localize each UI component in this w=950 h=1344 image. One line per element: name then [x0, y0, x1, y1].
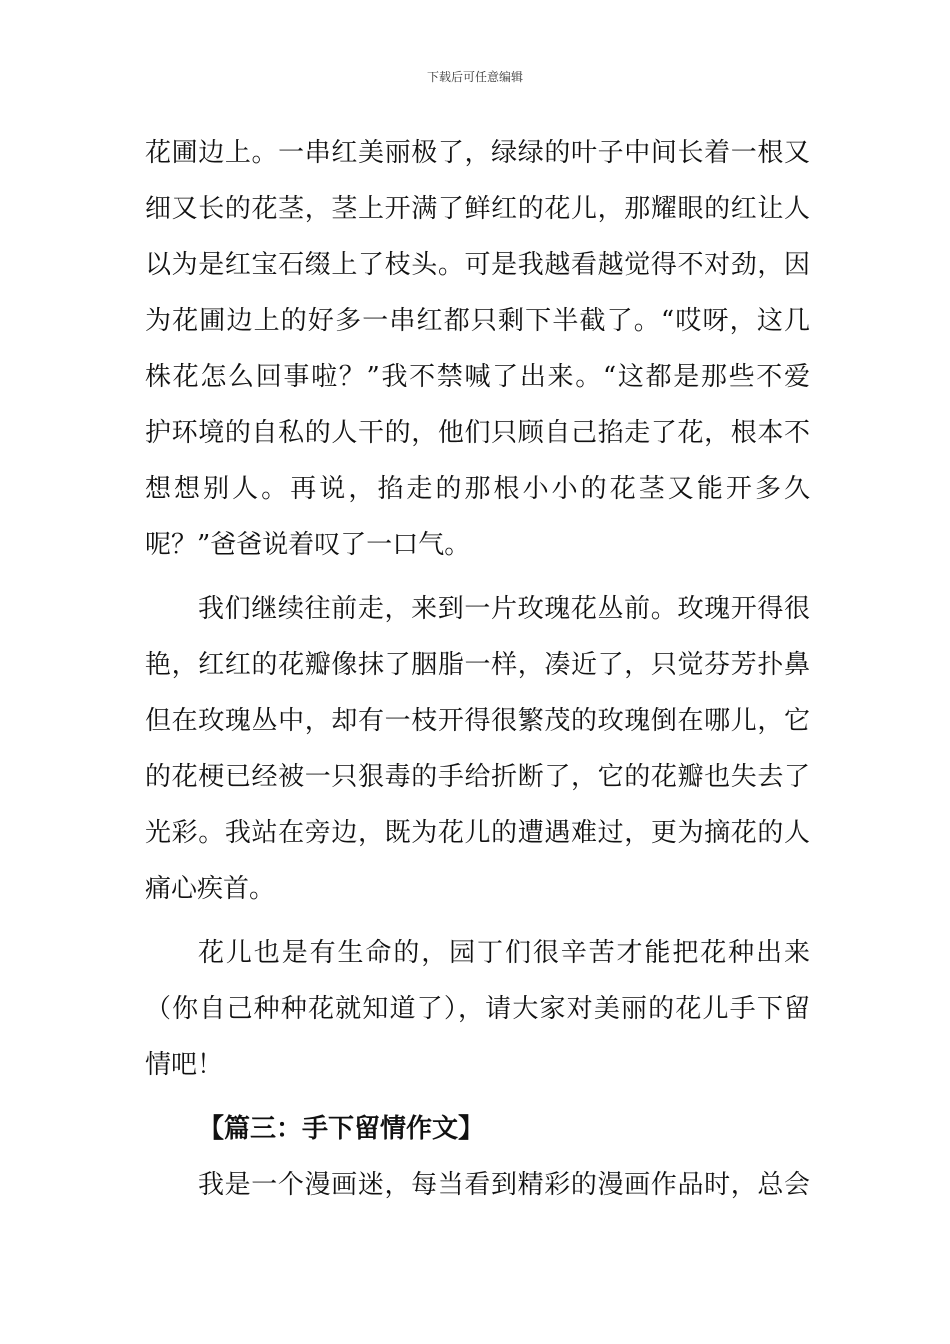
text-line-19: 我是一个漫画迷，每当看到精彩的漫画作品时，总会 [198, 1170, 810, 1200]
text-line-11: 但在玫瑰丛中，却有一枝开得很繁茂的玫瑰倒在哪儿，它 [145, 706, 810, 736]
text-line-1: 花圃边上。一串红美丽极了，绿绿的叶子中间长着一根又 [145, 138, 810, 168]
text-line-3: 以为是红宝石缀上了枝头。可是我越看越觉得不对劲，因 [145, 250, 810, 280]
text-line-7: 想想别人。再说，掐走的那根小小的花茎又能开多久 [145, 474, 810, 504]
text-line-10: 艳，红红的花瓣像抹了胭脂一样，凑近了，只觉芬芳扑鼻 [145, 650, 810, 680]
text-line-12: 的花梗已经被一只狠毒的手给折断了，它的花瓣也失去了 [145, 762, 810, 792]
text-line-13: 光彩。我站在旁边，既为花儿的遭遇难过，更为摘花的人 [145, 818, 810, 848]
text-line-4: 为花圃边上的好多一串红都只剩下半截了。“哎呀，这几 [145, 306, 810, 336]
text-line-9: 我们继续往前走，来到一片玫瑰花丛前。玫瑰开得很 [198, 594, 810, 624]
text-line-16: （你自己种种花就知道了），请大家对美丽的花儿手下留 [145, 994, 810, 1024]
text-line-6: 护环境的自私的人干的，他们只顾自己掐走了花，根本不 [145, 418, 810, 448]
text-line-17: 情吧！ [145, 1050, 224, 1080]
text-line-8: 呢？”爸爸说着叹了一口气。 [145, 530, 471, 560]
text-line-2: 细又长的花茎，茎上开满了鲜红的花儿，那耀眼的红让人 [145, 194, 810, 224]
section-heading: 【篇三：手下留情作文】 [198, 1114, 485, 1144]
page-header: 下载后可任意编辑 [426, 70, 523, 84]
text-line-15: 花儿也是有生命的，园丁们很辛苦才能把花种出来 [198, 938, 810, 968]
text-line-14: 痛心疾首。 [145, 874, 276, 904]
text-line-5: 株花怎么回事啦？”我不禁喊了出来。“这都是那些不爱 [145, 362, 810, 392]
